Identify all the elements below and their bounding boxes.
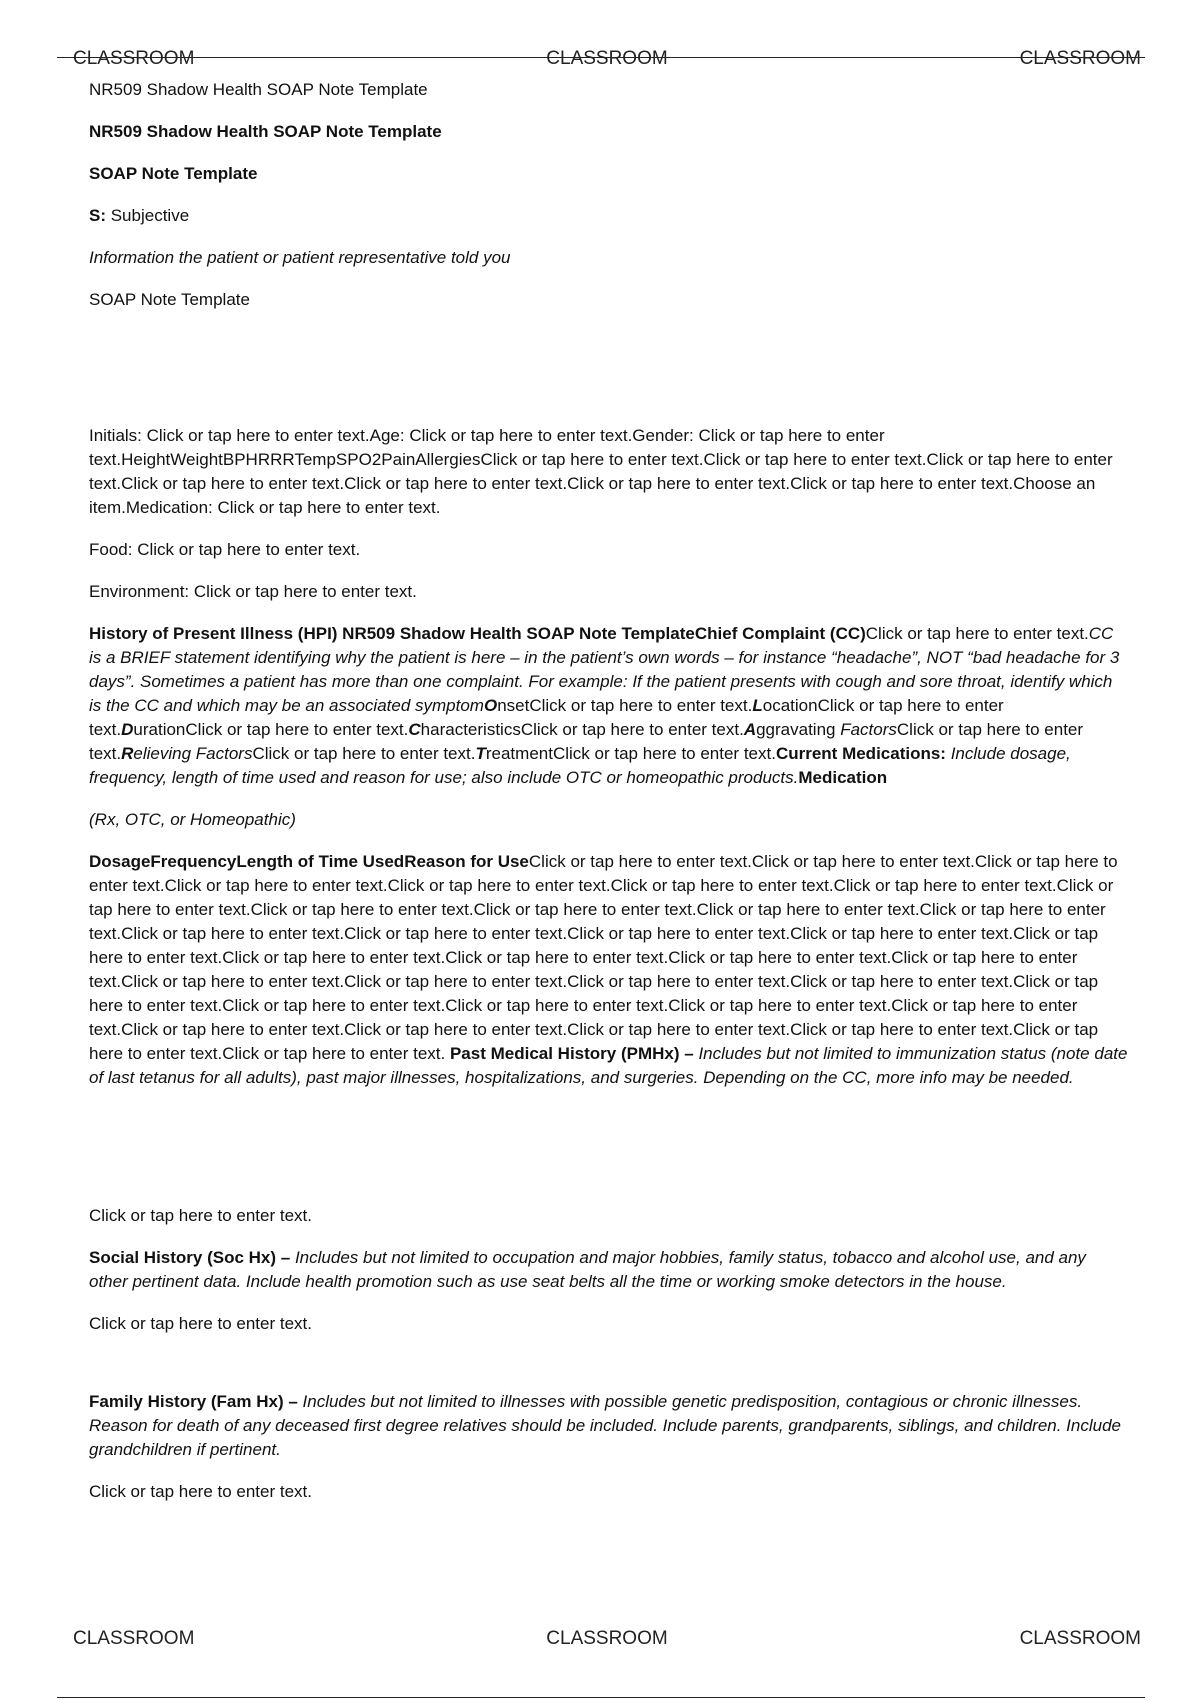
aggravating-letter: A — [743, 720, 757, 739]
aggravating-label-italic: Factors — [840, 720, 897, 739]
footer-right: CLASSROOM — [1019, 1628, 1141, 1649]
page-footer — [57, 1627, 1145, 1651]
location-letter: L — [752, 696, 763, 715]
current-medications-desc: Include dosage, frequency, length of time used and reason for use; also include OTC or homeopathic products. — [89, 744, 1071, 787]
doc-title: NR509 Shadow Health SOAP Note Template — [89, 122, 442, 141]
page-header — [57, 47, 1145, 71]
treatment-letter: T — [475, 744, 486, 763]
header-center: CLASSROOM — [546, 48, 668, 69]
header-right: CLASSROOM — [1019, 48, 1141, 69]
fam-hx-desc: Includes but not limited to illnesses with possible genetic predisposition, contagious or chronic illnesses. Reason for death of any deceased first degree relatives should be included. Include parents, grandparents, siblings, and children. Include grandchildren if pertinent. — [89, 1392, 1121, 1459]
doc-line: NR509 Shadow Health SOAP Note Template — [89, 80, 428, 99]
medication-table-headers: DosageFrequencyLength of Time UsedReason for Use — [89, 852, 529, 871]
cc-entry-field[interactable]: Click or tap here to enter text. — [865, 624, 1089, 643]
duration-field[interactable]: Click or tap here to enter text. — [185, 720, 409, 739]
hpi-heading: History of Present Illness (HPI) NR509 Shadow Health SOAP Note TemplateChief Complaint (CC) — [89, 624, 866, 643]
demographics-field[interactable]: Initials: Click or tap here to enter text.Age: Click or tap here to enter text.Gender: Click or tap here to enter text.HeightWeightBPHRRRTempSPO2PainAllergiesClick or tap here to enter text.Click or tap here to enter text.Click or tap here to enter text.Click or tap here to enter text.Click or tap here to enter text.Click or tap here to enter text.Click or tap here to enter text.Choose an item.Medication: Click or tap here to enter text. — [89, 426, 1113, 517]
soap-repeat: SOAP Note Template — [89, 290, 250, 309]
relieving-letter: R — [121, 744, 134, 763]
medication-label: Medication — [798, 768, 888, 787]
footer-center: CLASSROOM — [546, 1628, 668, 1649]
fam-hx-entry-field[interactable]: Click or tap here to enter text. — [89, 1482, 312, 1501]
family-history-section — [89, 1390, 1129, 1462]
food-allergy-field[interactable]: Food: Click or tap here to enter text. — [89, 540, 361, 559]
characteristics-label: haracteristics — [420, 720, 521, 739]
footer-left: CLASSROOM — [73, 1628, 195, 1649]
subjective-heading — [89, 204, 1129, 228]
aggravating-field[interactable]: Click or tap here to enter text. — [89, 720, 1084, 763]
relieving-label: elieving Factors — [133, 744, 253, 763]
s-label: S: — [89, 206, 106, 225]
pmhx-label: Past Medical History (PMHx) – — [449, 1044, 699, 1063]
fam-hx-label: Family History (Fam Hx) – — [89, 1392, 303, 1411]
cc-description: CC is a BRIEF statement identifying why the patient is here – in the patient’s own words – for instance “headache”, NOT “bad headache for 3 days”. Sometimes a patient has more than one complaint. For example: If the patient presents with cough and sore throat, identify which is the CC and which may be an associated symptom — [89, 624, 1120, 715]
hpi-section — [89, 622, 1129, 790]
doc-subtitle: SOAP Note Template — [89, 164, 258, 183]
spacer — [89, 1108, 1129, 1204]
current-medications-label: Current Medications: — [775, 744, 951, 763]
onset-field[interactable]: Click or tap here to enter text. — [529, 696, 753, 715]
treatment-label: reatment — [485, 744, 553, 763]
aggravating-label: ggravating — [756, 720, 841, 739]
characteristics-letter: C — [408, 720, 421, 739]
header-strike-line — [57, 57, 1145, 58]
soc-hx-desc: Includes but not limited to occupation and major hobbies, family status, tobacco and alcohol use, and any other pertinent data. Include health promotion such as use seat belts all the time or working smoke detectors in the house. — [89, 1248, 1086, 1291]
rx-note: (Rx, OTC, or Homeopathic) — [89, 810, 296, 829]
location-label: ocation — [762, 696, 818, 715]
treatment-field[interactable]: Click or tap here to enter text. — [552, 744, 776, 763]
soc-hx-entry-field[interactable]: Click or tap here to enter text. — [89, 1314, 312, 1333]
footer-line — [57, 1697, 1145, 1698]
pmhx-desc: Includes but not limited to immunization status (note date of last tetanus for all adults), past major illnesses, hospitalizations, and surgeries. Depending on the CC, more info may be needed. — [89, 1044, 1128, 1087]
environment-allergy-field[interactable]: Environment: Click or tap here to enter text. — [89, 582, 417, 601]
characteristics-field[interactable]: Click or tap here to enter text. — [520, 720, 744, 739]
medication-table-fields[interactable]: Click or tap here to enter text.Click or tap here to enter text.Click or tap here to enter text.Click or tap here to enter text.Click or tap here to enter text.Click or tap here to enter text.Click or tap here to enter text.Click or tap here to enter text.Click or tap here to enter text.Click or tap here to enter text.Click or tap here to enter text.Click or tap here to enter text.Click or tap here to enter text.Click or tap here to enter text.Click or tap here to enter text.Click or tap here to enter text.Click or tap here to enter text.Click or tap here to enter text.Click or tap here to enter text.Click or tap here to enter text.Click or tap here to enter text.Click or tap here to enter text.Click or tap here to enter text.Click or tap here to enter text.Click or tap here to enter text.Click or tap here to enter text.Click or tap here to enter text.Click or tap here to enter text.Click or tap here to enter text.Click or tap here to enter text.Click or tap here to enter text.Click or tap here to enter text.Click or tap here to enter text.Click or tap here to enter text.Click or tap here to enter text.Click or tap here to enter text. — [89, 852, 1118, 1063]
spacer — [89, 330, 1129, 424]
header-left: CLASSROOM — [73, 48, 195, 69]
soc-hx-label: Social History (Soc Hx) – — [89, 1248, 295, 1267]
duration-label: uration — [133, 720, 186, 739]
document-body — [89, 78, 1129, 1522]
social-history-section — [89, 1246, 1129, 1294]
info-note: Information the patient or patient representative told you — [89, 248, 511, 267]
onset-label: nset — [497, 696, 530, 715]
s-text: Subjective — [106, 206, 190, 225]
medication-table-section — [89, 850, 1129, 1090]
onset-letter: O — [483, 696, 498, 715]
relieving-field[interactable]: Click or tap here to enter text. — [252, 744, 476, 763]
duration-letter: D — [121, 720, 134, 739]
spacer — [89, 1354, 1129, 1390]
location-field[interactable]: Click or tap here to enter text. — [89, 696, 1004, 739]
pmhx-entry-field[interactable]: Click or tap here to enter text. — [89, 1206, 312, 1225]
